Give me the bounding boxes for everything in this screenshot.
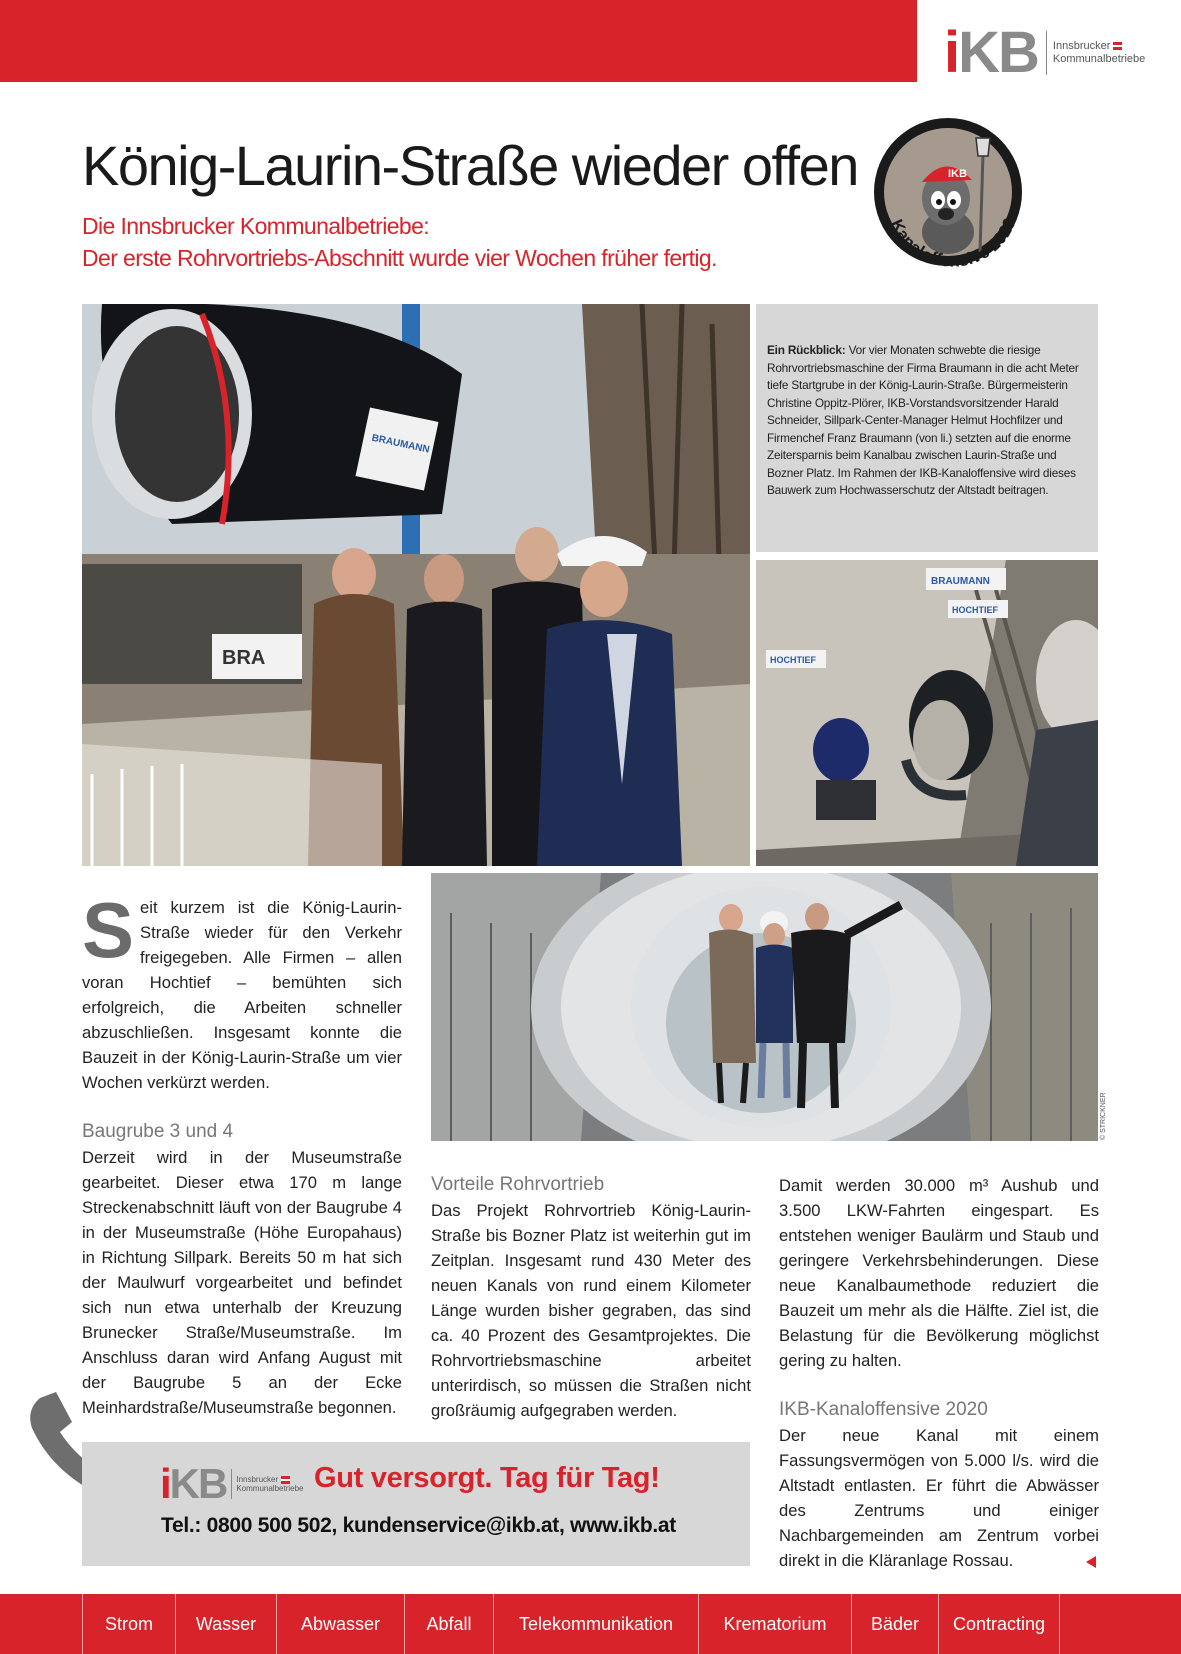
promo-contact[interactable]: Tel.: 0800 500 502, kundenservice@ikb.at, www.ikb.at [161, 1514, 676, 1537]
top-red-bar [0, 0, 917, 82]
intro-paragraph [82, 886, 402, 1095]
article-column-1 [82, 886, 402, 1420]
footer-nav-abfall[interactable]: Abfall [404, 1594, 493, 1654]
footer-nav-bar [0, 1594, 1181, 1654]
footer-nav-wasser[interactable]: Wasser [175, 1594, 276, 1654]
article-column-2 [431, 1172, 751, 1423]
section-text-kanaloffensive: Der neue Kanal mit einem Fassungsvermögen von 5.000 l/s. wird die Altstadt entlasten. Er führt die Abwässer des Zentrums und einiger Nachbargemeinden am Zentrum vorbei direkt in die Kläranlage Rossau. [779, 1426, 1099, 1570]
section-heading-kanaloffensive: IKB-Kanaloffensive 2020 [779, 1399, 988, 1420]
svg-text:HOCHTIEF: HOCHTIEF [770, 655, 816, 665]
ikb-logo-mark: iKB [944, 20, 1038, 85]
footer-nav-telekommunikation[interactable]: Telekommunikation [493, 1594, 698, 1654]
intro-text: eit kurzem ist die König-Laurin-Straße wieder für den Verkehr freigegeben. Alle Firmen – allen voran Hochtief – bemühten sich erfolgreich, die Arbeiten schneller abzuschließen. Insgesamt konnte die Bauzeit in der König-Laurin-Straße um vier Wochen verkürzt werden. [82, 898, 402, 1092]
ikb-logo[interactable] [944, 22, 1145, 84]
svg-text:HOCHTIEF: HOCHTIEF [952, 605, 998, 615]
badge-label: Kanaloffensive 2020 [886, 215, 1020, 271]
promo-ikb-logo [160, 1462, 304, 1506]
photo-crane-group [82, 304, 750, 866]
promo-slogan: Gut versorgt. Tag für Tag! [314, 1462, 660, 1494]
subtitle-line-2: Der erste Rohrvortriebs-Abschnitt wurde vier Wochen früher fertig. [82, 245, 717, 271]
article-title: König-Laurin-Straße wieder offen [82, 134, 858, 197]
caption-paragraph [767, 342, 1080, 500]
promo-flag-icon [281, 1476, 290, 1484]
section-heading-baugrube: Baugrube 3 und 4 [82, 1121, 234, 1142]
logo-divider [1046, 31, 1047, 75]
kanaloffensive-badge [868, 114, 1038, 284]
promo-banner [82, 1442, 750, 1566]
svg-text:BRAUMANN: BRAUMANN [931, 576, 990, 587]
photo-credit: © STRICKNER [1100, 1092, 1107, 1140]
section-text-vorteile: Das Projekt Rohrvortrieb König-Laurin-Straße bis Bozner Platz ist weiterhin gut im Zeitplan. Insgesamt rund 430 Meter des neuen Kanals von rund einem Kilometer Länge wurden bisher gegraben, das sind ca. 40 Prozent des Gesamtprojektes. Die Rohrvortriebsmaschine arbeitet unterirdisch, so müssen die Straßen nicht großräumig aufgegraben werden. [431, 1201, 751, 1420]
caption-lead: Ein Rückblick: [767, 343, 846, 357]
photo-inside-pipe [431, 873, 1098, 1141]
footer-nav-strom[interactable]: Strom [82, 1594, 175, 1654]
section-heading-vorteile: Vorteile Rohrvortrieb [431, 1174, 605, 1195]
article-subtitle [82, 210, 717, 274]
section-text-vorteile-cont: Damit werden 30.000 m³ Aushub und 3.500 LKW-Fahrten eingespart. Es entstehen weniger Baulärm und Staub und geringere Verkehrsbehinderungen. Diese neue Kanalbaumethode reduziert die Bauzeit um mehr als die Hälfte. Ziel ist, die Belastung für die Bevölkerung möglichst gering zu halten. [779, 1176, 1099, 1370]
caption-text: Vor vier Monaten schwebte die riesige Rohrvortriebsmaschine der Firma Braumann in die acht Meter tiefe Startgrube in der König-Laurin-Straße. Bürgermeisterin Christine Oppitz-Plörer, IKB-Vorstandsvorsitzender Harald Schneider, Sillpark-Center-Manager Helmut Hochfilzer und Firmenchef Franz Braumann (von li.) setzten auf die enorme Zeitersparnis beim Kanalbau zwischen Laurin-Straße und Bozner Platz. Im Rahmen der IKB-Kanaloffensive wird dieses Bauwerk zum Hochwasserschutz der Altstadt beitragen. [767, 343, 1079, 497]
footer-nav-contracting[interactable]: Contracting [938, 1594, 1060, 1654]
drop-cap: S [82, 886, 135, 974]
footer-nav-krematorium[interactable]: Krematorium [698, 1594, 851, 1654]
article-column-3 [779, 1173, 1099, 1573]
promo-logo-divider [231, 1469, 232, 1499]
svg-text:BRA: BRA [222, 647, 266, 669]
svg-text:BRAUMANN: BRAUMANN [370, 432, 431, 456]
promo-logo-wordmark: Innsbrucker Kommunalbetriebe [236, 1475, 304, 1493]
ikb-logo-wordmark: Innsbrucker Kommunalbetriebe [1052, 40, 1146, 65]
promo-logo-mark: iKB [160, 1460, 227, 1507]
photo-caption-box [756, 304, 1098, 552]
footer-nav-baeder[interactable]: Bäder [851, 1594, 938, 1654]
continue-arrow-icon [1086, 1556, 1096, 1568]
svg-text:IKB: IKB [948, 168, 967, 180]
photo-launch-pit [756, 560, 1098, 866]
footer-nav-abwasser[interactable]: Abwasser [276, 1594, 404, 1654]
subtitle-line-1: Die Innsbrucker Kommunalbetriebe: [82, 213, 430, 239]
footer-nav [82, 1594, 1060, 1654]
section-text-baugrube: Derzeit wird in der Museumstraße gearbeitet. Dieser etwa 170 m lange Streckenabschnitt läuft von der Baugrube 4 in der Museumstraße (Höhe Europahaus) in Richtung Sillpark. Bereits 50 m hat sich der Maulwurf vorgearbeitet und befindet sich nun etwa unterhalb der Kreuzung Brunecker Straße/Museumstraße. Im Anschluss daran wird Anfang August mit der Baugrube 5 an der Ecke Meinhardstraße/Museumstraße begonnen. [82, 1148, 402, 1417]
tyrol-flag-icon [1113, 42, 1122, 50]
